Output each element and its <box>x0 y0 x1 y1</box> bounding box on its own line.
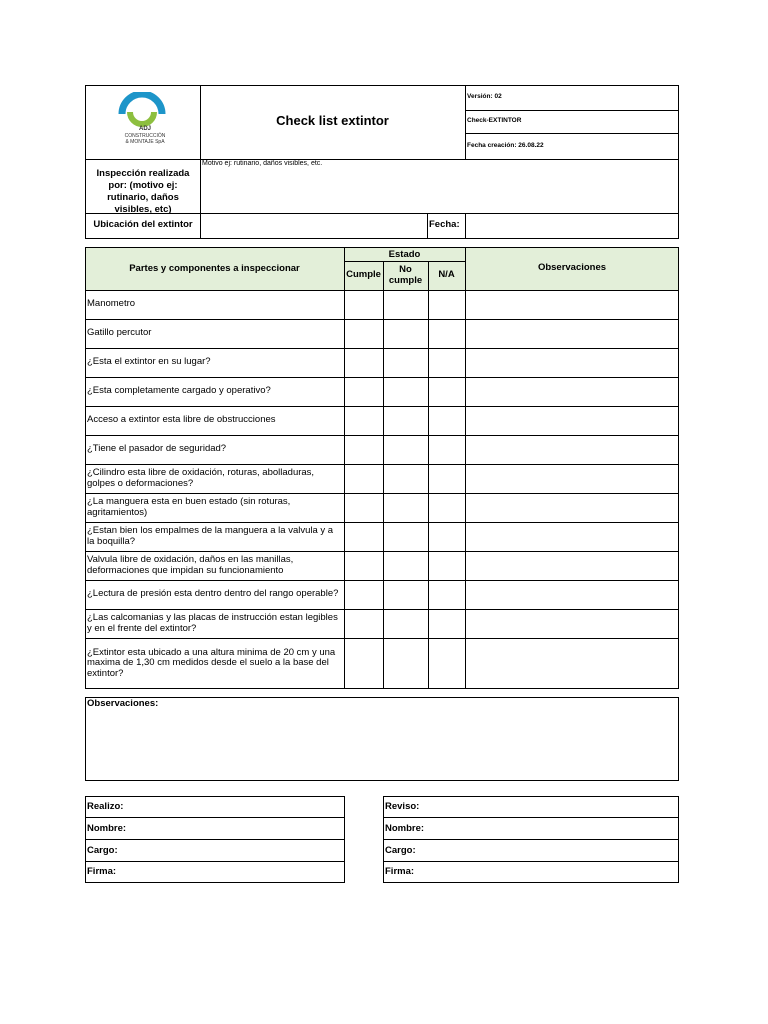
observation-cell[interactable] <box>466 639 678 689</box>
no-cumple-cell[interactable] <box>384 523 428 551</box>
observation-cell[interactable] <box>466 320 678 348</box>
checklist-row-label: ¿Las calcomanias y las placas de instrucción estan legibles y en el frente del extintor? <box>87 612 338 634</box>
checklist-row-label: ¿Tiene el pasador de seguridad? <box>87 443 227 455</box>
inspection-label: Inspección realizada por: (motivo ej: rutinario, daños visibles, etc) <box>96 168 190 215</box>
observation-cell[interactable] <box>466 523 678 551</box>
no-cumple-cell[interactable] <box>384 552 428 580</box>
na-cell[interactable] <box>429 291 465 319</box>
checklist-row-label: ¿Esta completamente cargado y operativo? <box>87 385 271 397</box>
logo-text-2: CONSTRUCCIÓN <box>124 133 166 139</box>
location-label: Ubicación del extintor <box>93 219 193 230</box>
inspection-hint: Motivo ej: rutinario, daños visibles, etc. <box>202 160 323 167</box>
cumple-cell[interactable] <box>345 494 383 522</box>
company-logo <box>110 92 180 154</box>
parts-header: Partes y componentes a inspeccionar <box>129 263 300 274</box>
checklist-row-label: ¿La manguera esta en buen estado (sin roturas, agritamientos) <box>87 496 291 518</box>
cumple-cell[interactable] <box>345 407 383 435</box>
no-cumple-cell[interactable] <box>384 320 428 348</box>
na-cell[interactable] <box>429 465 465 493</box>
cumple-cell[interactable] <box>345 349 383 377</box>
cumple-cell[interactable] <box>345 291 383 319</box>
observation-cell[interactable] <box>466 378 678 406</box>
date-field[interactable] <box>466 214 678 238</box>
na-cell[interactable] <box>429 436 465 464</box>
nombre-left-label: Nombre: <box>87 823 127 834</box>
location-field[interactable] <box>201 214 426 238</box>
observations-box[interactable] <box>85 697 679 781</box>
no-cumple-header: No cumple <box>388 264 423 286</box>
na-cell[interactable] <box>429 378 465 406</box>
cumple-header: Cumple <box>346 269 381 280</box>
checklist-row-label: ¿Lectura de presión esta dentro dentro del rango operable? <box>87 588 339 600</box>
na-cell[interactable] <box>429 494 465 522</box>
cumple-cell[interactable] <box>345 581 383 609</box>
no-cumple-cell[interactable] <box>384 610 428 638</box>
checklist-row-label: ¿Estan bien los empalmes de la manguera a la valvula y a la boquilla? <box>87 525 334 547</box>
no-cumple-cell[interactable] <box>384 581 428 609</box>
date-label: Fecha: <box>429 219 460 230</box>
cumple-cell[interactable] <box>345 552 383 580</box>
na-cell[interactable] <box>429 320 465 348</box>
no-cumple-cell[interactable] <box>384 639 428 689</box>
na-cell[interactable] <box>429 581 465 609</box>
na-cell[interactable] <box>429 349 465 377</box>
cumple-cell[interactable] <box>345 610 383 638</box>
na-cell[interactable] <box>429 523 465 551</box>
observation-cell[interactable] <box>466 552 678 580</box>
no-cumple-cell[interactable] <box>384 465 428 493</box>
cargo-left-label: Cargo: <box>87 845 118 856</box>
observation-cell[interactable] <box>466 291 678 319</box>
na-cell[interactable] <box>429 552 465 580</box>
cumple-cell[interactable] <box>345 320 383 348</box>
checklist-row-label: ¿Esta el extintor en su lugar? <box>87 356 211 368</box>
checklist-row-label: Gatillo percutor <box>87 327 152 339</box>
firma-left-label: Firma: <box>87 866 117 877</box>
realizo-label: Realizo: <box>87 801 124 812</box>
version-text: Versión: 02 <box>467 93 502 100</box>
checklist-row-label: ¿Extintor esta ubicado a una altura minima de 20 cm y una maxima de 1,30 cm medidos desde el suelo a la base del extintor? <box>87 646 336 679</box>
no-cumple-cell[interactable] <box>384 436 428 464</box>
na-cell[interactable] <box>429 610 465 638</box>
no-cumple-cell[interactable] <box>384 349 428 377</box>
created-date-text: Fecha creación: 26.08.22 <box>467 142 544 149</box>
observation-cell[interactable] <box>466 465 678 493</box>
checklist-row-label: Manometro <box>87 298 136 310</box>
cumple-cell[interactable] <box>345 639 383 689</box>
observaciones-header: Observaciones <box>537 262 607 273</box>
reviso-label: Reviso: <box>385 801 420 812</box>
estado-header: Estado <box>388 249 421 260</box>
cumple-cell[interactable] <box>345 465 383 493</box>
na-cell[interactable] <box>429 639 465 689</box>
na-header: N/A <box>438 269 455 280</box>
observation-cell[interactable] <box>466 436 678 464</box>
cumple-cell[interactable] <box>345 436 383 464</box>
document-title: Check list extintor <box>276 113 389 128</box>
code-text: Check-EXTINTOR <box>467 117 522 124</box>
observation-cell[interactable] <box>466 407 678 435</box>
no-cumple-cell[interactable] <box>384 291 428 319</box>
observation-cell[interactable] <box>466 349 678 377</box>
observations-label: Observaciones: <box>87 698 159 709</box>
firma-right-label: Firma: <box>385 866 415 877</box>
cargo-right-label: Cargo: <box>385 845 416 856</box>
cumple-cell[interactable] <box>345 523 383 551</box>
na-cell[interactable] <box>429 407 465 435</box>
no-cumple-cell[interactable] <box>384 407 428 435</box>
observation-cell[interactable] <box>466 581 678 609</box>
logo-text-3: & MONTAJE SpA <box>125 139 165 145</box>
no-cumple-cell[interactable] <box>384 494 428 522</box>
checklist-row-label: ¿Cilindro esta libre de oxidación, roturas, abolladuras, golpes o deformaciones? <box>87 467 315 489</box>
no-cumple-cell[interactable] <box>384 378 428 406</box>
cumple-cell[interactable] <box>345 378 383 406</box>
nombre-right-label: Nombre: <box>385 823 425 834</box>
logo-text-1: ADJ <box>138 126 151 132</box>
checklist-row-label: Acceso a extintor esta libre de obstrucciones <box>87 414 276 426</box>
observation-cell[interactable] <box>466 494 678 522</box>
observation-cell[interactable] <box>466 610 678 638</box>
checklist-row-label: Valvula libre de oxidación, daños en las manillas, deformaciones que impidan su funcionamiento <box>87 554 294 576</box>
